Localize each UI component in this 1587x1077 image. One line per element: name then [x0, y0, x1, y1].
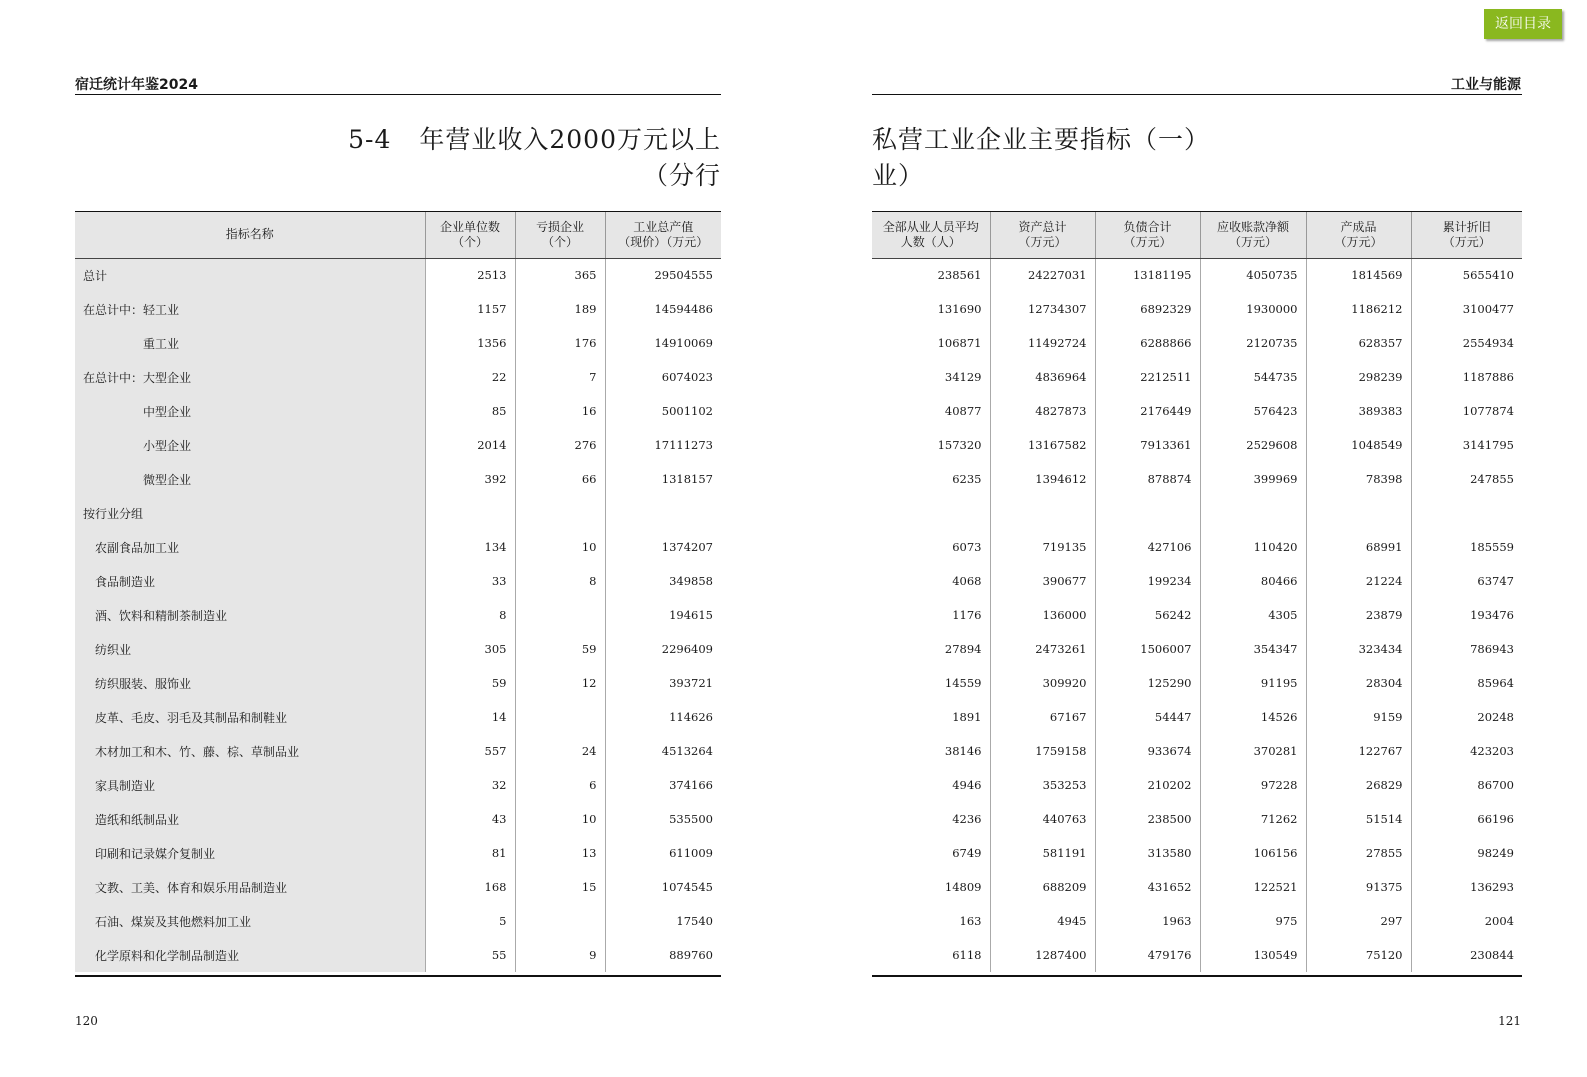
table-cell: 431652 [1095, 870, 1200, 904]
table-cell: 17111273 [605, 428, 721, 462]
table-cell: 6235 [952, 472, 982, 486]
table-cell: 4050735 [1200, 258, 1306, 292]
table-cell: 71262 [1200, 802, 1306, 836]
table-cell: 2296409 [605, 632, 721, 666]
table-cell: 106156 [1200, 836, 1306, 870]
table-cell: 56242 [1095, 598, 1200, 632]
table-cell [605, 496, 721, 530]
table-cell: 576423 [1200, 394, 1306, 428]
row-label: 造纸和纸制品业 [75, 802, 425, 836]
table-row [872, 734, 1522, 768]
table-row [75, 938, 721, 972]
table-cell: 157320 [937, 438, 982, 452]
table-cell: 1318157 [605, 462, 721, 496]
table-cell: 1506007 [1095, 632, 1200, 666]
table-cell: 1394612 [990, 462, 1095, 496]
title-line-2-right: 业） [872, 161, 925, 190]
table-cell: 535500 [605, 802, 721, 836]
table-cell: 114626 [605, 700, 721, 734]
left-column-header: 工业总产值 （现价）（万元） [605, 212, 721, 258]
table-row [872, 700, 1522, 734]
table-cell: 933674 [1095, 734, 1200, 768]
table-row [75, 292, 721, 326]
row-label: 食品制造业 [75, 564, 425, 598]
table-cell: 22 [491, 370, 507, 384]
right-table-body [872, 258, 1522, 972]
table-cell: 43 [491, 812, 507, 826]
table-cell: 1077874 [1411, 394, 1522, 428]
table-cell: 1157 [477, 302, 507, 316]
table-cell: 7913361 [1095, 428, 1200, 462]
table-cell [425, 496, 515, 530]
table-cell: 1356 [477, 336, 507, 350]
left-column-header: 亏损企业 （个） [515, 212, 605, 258]
table-cell: 86700 [1411, 768, 1522, 802]
row-label: 木材加工和木、竹、藤、棕、草制品业 [75, 734, 425, 768]
table-row [872, 496, 1522, 530]
table-cell: 719135 [990, 530, 1095, 564]
table-cell: 2004 [1411, 904, 1522, 938]
table-cell [515, 904, 605, 938]
table-cell: 628357 [1306, 326, 1411, 360]
table-cell: 786943 [1411, 632, 1522, 666]
table-cell: 91375 [1306, 870, 1411, 904]
right-column-header: 负债合计 （万元） [1095, 212, 1200, 258]
row-label: 酒、饮料和精制茶制造业 [75, 598, 425, 632]
table-cell: 21224 [1306, 564, 1411, 598]
table-cell: 6 [515, 768, 605, 802]
table-cell: 13181195 [1095, 258, 1200, 292]
table-cell: 66 [515, 462, 605, 496]
table-cell: 6288866 [1095, 326, 1200, 360]
table-cell: 12734307 [990, 292, 1095, 326]
table-cell [515, 700, 605, 734]
table-cell: 40877 [944, 404, 982, 418]
table-cell: 389383 [1306, 394, 1411, 428]
table-cell: 55 [491, 948, 507, 962]
table-cell: 33 [491, 574, 507, 588]
table-cell: 365 [515, 258, 605, 292]
table-cell: 1963 [1095, 904, 1200, 938]
table-cell: 14 [491, 710, 507, 724]
table-cell: 238561 [937, 268, 982, 283]
table-cell: 12 [515, 666, 605, 700]
title-line-1-left: 年营业收入2000万元以上 [419, 125, 721, 154]
table-row [75, 326, 721, 360]
right-column-header: 累计折旧 （万元） [1411, 212, 1522, 258]
table-cell: 134 [484, 540, 507, 554]
table-cell: 688209 [990, 870, 1095, 904]
table-cell: 354347 [1200, 632, 1306, 666]
table-cell: 176 [515, 326, 605, 360]
table-row [75, 904, 721, 938]
row-label: 印刷和记录媒介复制业 [75, 836, 425, 870]
table-cell: 122767 [1306, 734, 1411, 768]
table-cell: 6892329 [1095, 292, 1200, 326]
table-number: 5-4 [348, 125, 392, 154]
table-cell: 1048549 [1306, 428, 1411, 462]
table-cell: 7 [515, 360, 605, 394]
table-cell: 168 [484, 880, 507, 894]
table-cell: 4305 [1200, 598, 1306, 632]
title-line-1-right: 私营工业企业主要指标（一） [872, 125, 1211, 154]
table-cell: 163 [959, 914, 982, 928]
row-label: 微型企业 [75, 462, 425, 496]
table-cell: 9 [515, 938, 605, 972]
table-cell: 581191 [990, 836, 1095, 870]
table-cell: 4945 [990, 904, 1095, 938]
table-row [872, 768, 1522, 802]
table-cell [990, 496, 1095, 530]
table-cell: 130549 [1200, 938, 1306, 972]
table-cell: 8 [515, 564, 605, 598]
table-cell: 122521 [1200, 870, 1306, 904]
table-row [75, 428, 721, 462]
left-column-header: 指标名称 [75, 212, 425, 258]
table-cell: 374166 [605, 768, 721, 802]
table-cell: 193476 [1411, 598, 1522, 632]
table-cell: 440763 [990, 802, 1095, 836]
table-row [872, 564, 1522, 598]
row-label: 总计 [75, 258, 425, 292]
table-row [872, 258, 1522, 292]
table-cell: 24 [515, 734, 605, 768]
left-header-rule [75, 94, 721, 95]
table-cell: 14526 [1200, 700, 1306, 734]
table-cell: 2176449 [1095, 394, 1200, 428]
table-cell: 27855 [1306, 836, 1411, 870]
table-cell: 309920 [990, 666, 1095, 700]
row-label: 按行业分组 [75, 496, 425, 530]
table-cell: 611009 [605, 836, 721, 870]
left-running-head: 宿迁统计年鉴2024 [75, 77, 198, 93]
table-cell: 63747 [1411, 564, 1522, 598]
table-row [872, 530, 1522, 564]
table-row [75, 360, 721, 394]
table-cell: 68991 [1306, 530, 1411, 564]
table-cell: 423203 [1411, 734, 1522, 768]
table-cell: 194615 [605, 598, 721, 632]
table-cell: 10 [515, 802, 605, 836]
table-cell: 479176 [1095, 938, 1200, 972]
right-column-header: 产成品 （万元） [1306, 212, 1411, 258]
table-cell [1306, 496, 1411, 530]
table-cell: 276 [515, 428, 605, 462]
table-cell: 27894 [944, 642, 982, 656]
table-cell: 298239 [1306, 360, 1411, 394]
table-cell: 67167 [990, 700, 1095, 734]
table-cell: 81 [491, 846, 507, 860]
right-page-title [872, 122, 1522, 194]
table-row [872, 836, 1522, 870]
table-cell: 392 [484, 472, 507, 486]
table-row [75, 666, 721, 700]
table-cell: 34129 [944, 370, 982, 384]
title-line-2-left: （分行 [642, 161, 721, 190]
row-label: 在总计中：大型企业 [75, 360, 425, 394]
table-cell: 399969 [1200, 462, 1306, 496]
table-cell: 98249 [1411, 836, 1522, 870]
table-cell: 80466 [1200, 564, 1306, 598]
table-row [872, 938, 1522, 972]
table-row [75, 734, 721, 768]
table-row [75, 496, 721, 530]
table-cell: 4827873 [990, 394, 1095, 428]
table-cell [515, 496, 605, 530]
table-row [872, 598, 1522, 632]
table-cell: 14809 [944, 880, 982, 894]
table-cell: 28304 [1306, 666, 1411, 700]
table-cell: 1176 [952, 608, 982, 622]
table-cell: 4836964 [990, 360, 1095, 394]
table-cell: 85964 [1411, 666, 1522, 700]
table-cell: 6073 [952, 540, 982, 554]
table-cell: 889760 [605, 938, 721, 972]
table-cell [872, 496, 990, 530]
table-cell: 1287400 [990, 938, 1095, 972]
table-cell: 557 [484, 744, 507, 758]
left-table-header [75, 212, 721, 258]
table-cell: 3100477 [1411, 292, 1522, 326]
table-row [872, 462, 1522, 496]
row-label: 纺织业 [75, 632, 425, 666]
table-row [75, 700, 721, 734]
table-cell: 17540 [605, 904, 721, 938]
row-label: 家具制造业 [75, 768, 425, 802]
table-cell: 15 [515, 870, 605, 904]
table-cell: 1891 [952, 710, 982, 724]
right-column-header: 资产总计 （万元） [990, 212, 1095, 258]
table-cell: 13167582 [990, 428, 1095, 462]
table-cell: 353253 [990, 768, 1095, 802]
back-to-contents-button[interactable]: 返回目录 [1484, 9, 1562, 39]
row-label: 皮革、毛皮、羽毛及其制品和制鞋业 [75, 700, 425, 734]
table-row [75, 598, 721, 632]
table-row [872, 870, 1522, 904]
table-cell: 6749 [952, 846, 982, 860]
table-row [75, 530, 721, 564]
table-cell: 10 [515, 530, 605, 564]
table-cell: 4513264 [605, 734, 721, 768]
table-row [75, 836, 721, 870]
table-cell: 238500 [1095, 802, 1200, 836]
right-table-header [872, 212, 1522, 258]
table-cell: 75120 [1306, 938, 1411, 972]
table-cell: 2473261 [990, 632, 1095, 666]
row-label: 化学原料和化学制品制造业 [75, 938, 425, 972]
table-cell: 14559 [944, 676, 982, 690]
table-cell: 136000 [990, 598, 1095, 632]
table-row [872, 802, 1522, 836]
table-cell: 136293 [1411, 870, 1522, 904]
row-label: 中型企业 [75, 394, 425, 428]
right-page-number: 121 [1498, 1014, 1521, 1028]
table-row [872, 292, 1522, 326]
table-cell: 1930000 [1200, 292, 1306, 326]
table-cell [1200, 496, 1306, 530]
table-cell: 390677 [990, 564, 1095, 598]
left-table-body [75, 258, 721, 972]
table-cell: 29504555 [605, 258, 721, 292]
left-data-table [75, 212, 721, 972]
table-cell: 349858 [605, 564, 721, 598]
table-cell: 189 [515, 292, 605, 326]
left-page-title [75, 122, 721, 194]
table-cell: 8 [499, 608, 507, 622]
table-cell: 106871 [937, 336, 982, 350]
table-cell: 131690 [937, 302, 982, 316]
table-cell: 24227031 [990, 258, 1095, 292]
table-row [75, 802, 721, 836]
table-cell: 13 [515, 836, 605, 870]
row-label: 在总计中：轻工业 [75, 292, 425, 326]
row-label: 重工业 [75, 326, 425, 360]
table-cell: 125290 [1095, 666, 1200, 700]
table-cell: 1374207 [605, 530, 721, 564]
table-cell: 544735 [1200, 360, 1306, 394]
table-cell: 247855 [1411, 462, 1522, 496]
table-row [75, 258, 721, 292]
table-cell: 2212511 [1095, 360, 1200, 394]
table-cell [1095, 496, 1200, 530]
table-cell: 110420 [1200, 530, 1306, 564]
table-row [75, 462, 721, 496]
table-cell: 9159 [1306, 700, 1411, 734]
table-cell: 3141795 [1411, 428, 1522, 462]
table-cell: 54447 [1095, 700, 1200, 734]
table-row [75, 870, 721, 904]
table-cell [515, 598, 605, 632]
table-cell: 427106 [1095, 530, 1200, 564]
row-label: 农副食品加工业 [75, 530, 425, 564]
table-row [872, 394, 1522, 428]
table-cell: 1759158 [990, 734, 1095, 768]
table-cell: 323434 [1306, 632, 1411, 666]
table-cell: 210202 [1095, 768, 1200, 802]
right-data-table [872, 212, 1522, 972]
left-page-number: 120 [75, 1014, 98, 1028]
right-table-bottom-rule [872, 975, 1522, 977]
table-row [75, 564, 721, 598]
table-cell: 5655410 [1411, 258, 1522, 292]
table-cell: 11492724 [990, 326, 1095, 360]
table-cell: 38146 [944, 744, 982, 758]
table-cell: 185559 [1411, 530, 1522, 564]
table-cell: 4946 [952, 778, 982, 792]
table-row [872, 904, 1522, 938]
table-row [75, 768, 721, 802]
row-label: 石油、煤炭及其他燃料加工业 [75, 904, 425, 938]
table-cell: 91195 [1200, 666, 1306, 700]
table-cell [1411, 496, 1522, 530]
table-row [872, 428, 1522, 462]
table-cell: 4236 [952, 812, 982, 826]
table-cell: 878874 [1095, 462, 1200, 496]
table-cell: 6074023 [605, 360, 721, 394]
table-cell: 78398 [1306, 462, 1411, 496]
table-cell: 2014 [477, 438, 507, 452]
table-cell: 14594486 [605, 292, 721, 326]
table-cell: 1187886 [1411, 360, 1522, 394]
table-cell: 297 [1306, 904, 1411, 938]
table-cell: 1814569 [1306, 258, 1411, 292]
table-cell: 1186212 [1306, 292, 1411, 326]
right-column-header: 全部从业人员平均 人数（人） [872, 212, 990, 258]
table-cell: 85 [491, 404, 507, 418]
table-row [872, 666, 1522, 700]
table-cell: 6118 [952, 948, 982, 962]
row-label: 小型企业 [75, 428, 425, 462]
left-column-header: 企业单位数 （个） [425, 212, 515, 258]
table-row [75, 632, 721, 666]
table-cell: 14910069 [605, 326, 721, 360]
table-cell: 16 [515, 394, 605, 428]
table-cell: 370281 [1200, 734, 1306, 768]
table-cell: 975 [1200, 904, 1306, 938]
left-table-bottom-rule [75, 975, 721, 977]
table-cell: 305 [484, 642, 507, 656]
table-cell: 66196 [1411, 802, 1522, 836]
table-cell: 2513 [477, 268, 507, 283]
table-cell: 313580 [1095, 836, 1200, 870]
table-cell: 5001102 [605, 394, 721, 428]
table-cell: 51514 [1306, 802, 1411, 836]
table-cell: 20248 [1411, 700, 1522, 734]
table-cell: 5 [499, 914, 507, 928]
table-cell: 4068 [952, 574, 982, 588]
table-cell: 2120735 [1200, 326, 1306, 360]
table-cell: 59 [491, 676, 507, 690]
right-header-rule [872, 94, 1522, 95]
table-cell: 199234 [1095, 564, 1200, 598]
table-cell: 2529608 [1200, 428, 1306, 462]
table-cell: 32 [491, 778, 507, 792]
table-cell: 59 [515, 632, 605, 666]
table-cell: 23879 [1306, 598, 1411, 632]
table-row [872, 326, 1522, 360]
table-cell: 393721 [605, 666, 721, 700]
table-cell: 230844 [1411, 938, 1522, 972]
table-cell: 97228 [1200, 768, 1306, 802]
table-cell: 2554934 [1411, 326, 1522, 360]
right-running-head: 工业与能源 [1451, 77, 1521, 93]
right-column-header: 应收账款净额 （万元） [1200, 212, 1306, 258]
table-cell: 26829 [1306, 768, 1411, 802]
row-label: 纺织服装、服饰业 [75, 666, 425, 700]
table-row [75, 394, 721, 428]
table-row [872, 632, 1522, 666]
table-row [872, 360, 1522, 394]
table-cell: 1074545 [605, 870, 721, 904]
row-label: 文教、工美、体育和娱乐用品制造业 [75, 870, 425, 904]
